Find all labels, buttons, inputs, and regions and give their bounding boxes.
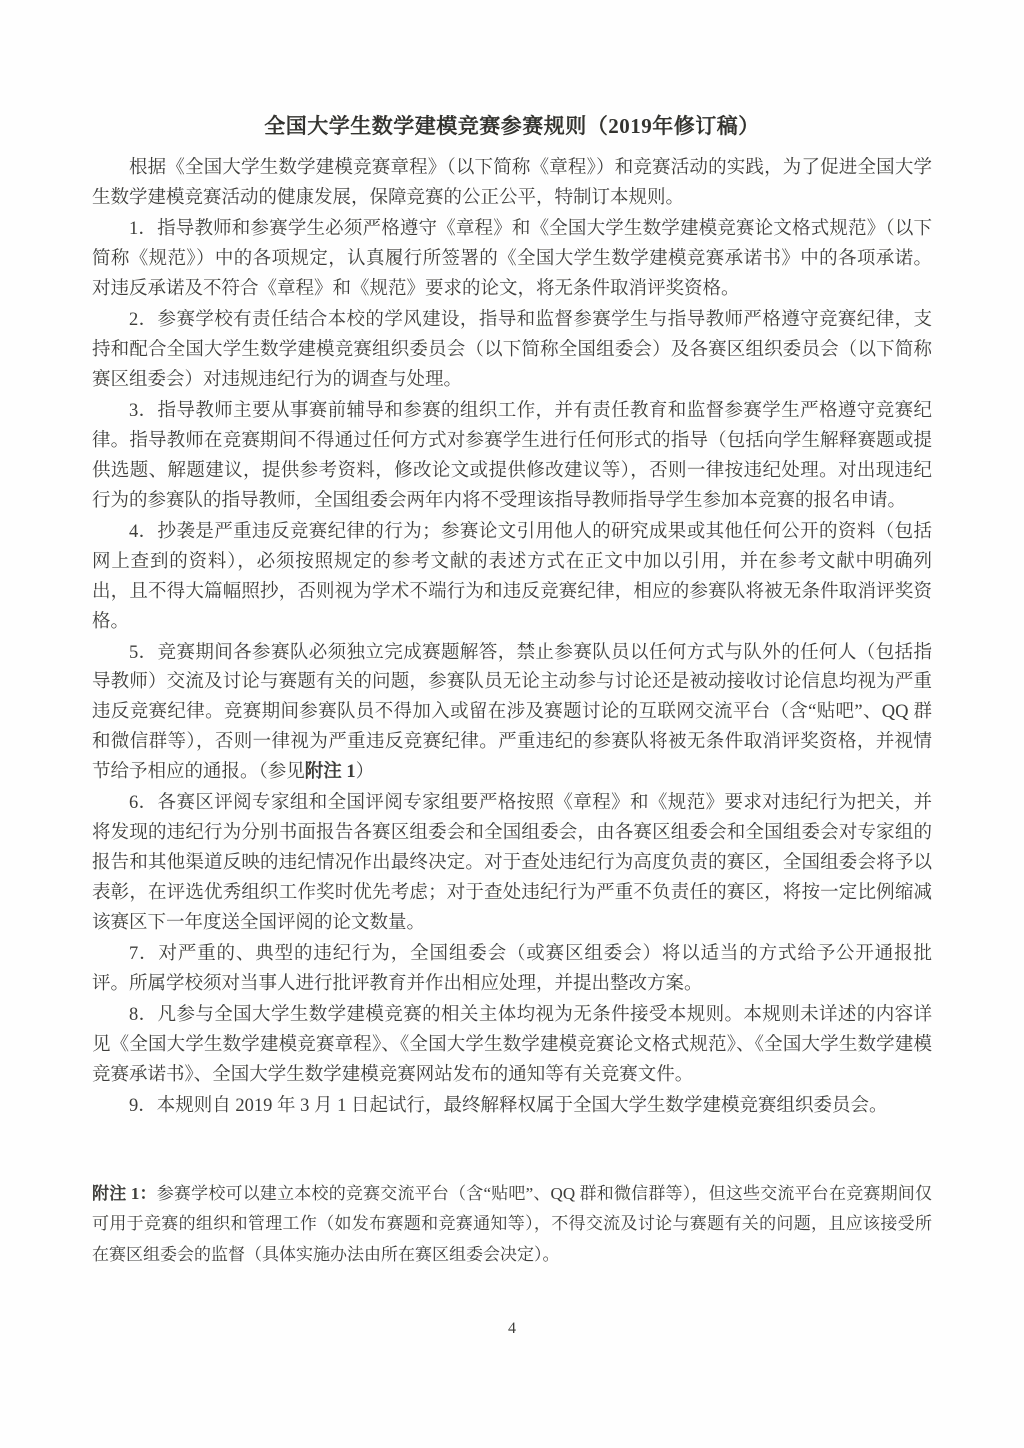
footnote-label: 附注 1：: [92, 1184, 157, 1203]
paragraph-rule-5-footnote-ref: 附注 1: [304, 762, 356, 783]
paragraph-rule-5-part1: 5．竞赛期间各参赛队必须独立完成赛题解答，禁止参赛队员以任何方式与队外的任何人（包括指导教师）交流及讨论与赛题有关的问题，参赛队员无论主动参与讨论还是被动接收讨论信息均视为严重违反竞赛纪律。竞赛期间参赛队员不得加入或留在涉及赛题讨论的互联网交流平台（含“贴吧”、QQ 群和微信群等），否则一律视为严重违反竞赛纪律。严重违纪的参赛队将被无条件取消评奖资格，并视情节给予相应的通报。（参见: [92, 642, 932, 783]
footnote-text: 参赛学校可以建立本校的竞赛交流平台（含“贴吧”、QQ 群和微信群等），但这些交流平台在竞赛期间仅可用于竞赛的组织和管理工作（如发布赛题和竞赛通知等），不得交流及讨论与赛题有关的问题，且应该接受所在赛区组委会的监督（具体实施办法由所在赛区组委会决定）。: [92, 1184, 932, 1264]
paragraph-intro: 根据《全国大学生数学建模竞赛章程》（以下简称《章程》）和竞赛活动的实践，为了促进全国大学生数学建模竞赛活动的健康发展，保障竞赛的公正公平，特制订本规则。: [92, 158, 932, 208]
paragraph-rule-9: 9．本规则自 2019 年 3 月 1 日起试行，最终解释权属于全国大学生数学建模竞赛组织委员会。: [129, 1096, 888, 1117]
section-spacer: [92, 1123, 932, 1179]
paragraph-rule-2: 2．参赛学校有责任结合本校的学风建设，指导和监督参赛学生与指导教师严格遵守竞赛纪律，支持和配合全国大学生数学建模竞赛组织委员会（以下简称全国组委会）及各赛区组织委员会（以下简称赛区组委会）对违规违纪行为的调查与处理。: [92, 309, 932, 390]
paragraph-rule-8: 8．凡参与全国大学生数学建模竞赛的相关主体均视为无条件接受本规则。本规则未详述的内容详见《全国大学生数学建模竞赛章程》、《全国大学生数学建模竞赛论文格式规范》、《全国大学生数学建模竞赛承诺书》、全国大学生数学建模竞赛网站发布的通知等有关竞赛文件。: [92, 1005, 932, 1086]
page-title: 全国大学生数学建模竞赛参赛规则（2019年修订稿）: [264, 114, 760, 138]
page-number: 4: [508, 1320, 516, 1337]
paragraph-rule-7: 7．对严重的、典型的违纪行为，全国组委会（或赛区组委会）将以适当的方式给予公开通报批评。所属学校须对当事人进行批评教育并作出相应处理，并提出整改方案。: [92, 944, 932, 995]
paragraph-rule-6: 6．各赛区评阅专家组和全国评阅专家组要严格按照《章程》和《规范》要求对违纪行为把关，并将发现的违纪行为分别书面报告各赛区组委会和全国组委会，由各赛区组委会和全国组委会对专家组的报告和其他渠道反映的违纪情况作出最终决定。对于查处违纪行为高度负责的赛区，全国组委会将予以表彰，在评选优秀组织工作奖时优先考虑；对于查处违纪行为严重不负责任的赛区，将按一定比例缩减该赛区下一年度送全国评阅的论文数量。: [92, 793, 932, 934]
document-body: [92, 110, 932, 1270]
paragraph-rule-4: 4．抄袭是严重违反竞赛纪律的行为；参赛论文引用他人的研究成果或其他任何公开的资料（包括网上查到的资料），必须按照规定的参考文献的表述方式在正文中加以引用，并在参考文献中明确列出，且不得大篇幅照抄，否则视为学术不端行为和违反竞赛纪律，相应的参赛队将被无条件取消评奖资格。: [92, 521, 932, 632]
footnote-block: [92, 1179, 932, 1270]
paragraph-rule-3: 3．指导教师主要从事赛前辅导和参赛的组织工作，并有责任教育和监督参赛学生严格遵守竞赛纪律。指导教师在竞赛期间不得通过任何方式对参赛学生进行任何形式的指导（包括向学生解释赛题或提供选题、解题建议，提供参考资料，修改论文或提供修改建议等），否则一律按违纪处理。对出现违纪行为的参赛队的指导教师，全国组委会两年内将不受理该指导教师指导学生参加本竞赛的报名申请。: [92, 400, 932, 511]
paragraph-rule-5-part2: ）: [355, 762, 375, 783]
paragraph-rule-5: [92, 639, 932, 789]
paragraph-rule-1: 1．指导教师和参赛学生必须严格遵守《章程》和《全国大学生数学建模竞赛论文格式规范》（以下简称《规范》）中的各项规定，认真履行所签署的《全国大学生数学建模竞赛承诺书》中的各项承诺。对违反承诺及不符合《章程》和《规范》要求的论文，将无条件取消评奖资格。: [92, 218, 932, 299]
